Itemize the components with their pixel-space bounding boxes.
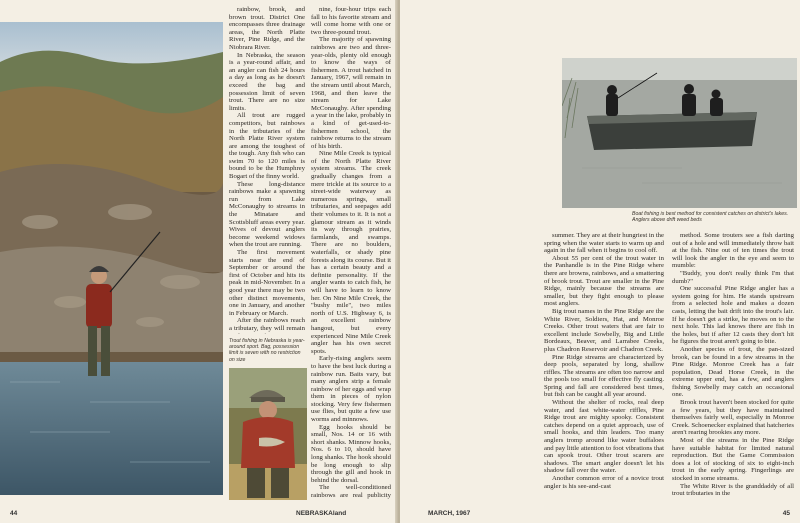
paragraph: Big trout names in the Pine Ridge are the White River, Soldiers, Hat, and Monroe Creeks. Other trout waters that are fair to excellent include Sowbelly, Big and Little Bordeaux, Beaver, and Larrabee Creeks, plus Chadron Reservoir and Chadron Creek. [544, 307, 664, 353]
paragraph: The majority of spawning rainbows are two and three-year-olds, plenty old enough to know the ways of fishermen. A trout hatched in January, 1967, will remain in the stream until about March, 1968, and then leave the stream for Lake McConaughy. After spending a year in the lake, probably in a kind of get-used-to-fishermen school, the rainbow returns to the stream of his birth. [311, 36, 391, 150]
paragraph: Another common error of a novice trout angler is his see-and-cast [544, 475, 664, 490]
paragraph: One successful Pine Ridge angler has a system going for him. He stands upstream from a selected hole and makes a dozen casts, letting the bait drift into the trout's lair. If he doesn't get a strike, he moves on to the next hole. This lad knows there are fish in the holes, but if after 12 casts they don't hit he figures the trout aren't going to bite. [672, 285, 794, 346]
paragraph: nine, four-hour trips each fall to his favorite stream and will come home with one or two three-pound trout. [311, 6, 391, 36]
paragraph: Without the shelter of rocks, real deep water, and fast white-water riffles, Pine Ridge trout are mighty spooky. Consistent catches depend on a quiet approach, use of small hooks, and thin leaders. Too many anglers tromp around like water buffaloes and pay little attention to foot vibrations that can spook trout. Other trout scarers are shadows. The smart angler doesn't let his shadow fall over the water. [544, 399, 664, 475]
stream-angler-illustration [0, 22, 223, 495]
paragraph: All trout are rugged competitors, but rainbows in the tributaries of the North Platte River system are among the toughest of the tough. Any fish who can swim 70 to 120 miles is bound to be the Humphrey Bogart of the finny world. [229, 112, 305, 181]
paragraph: In Nebraska, the season is a year-round affair, and an angler can fish 24 hours a day as long as he doesn't exceed the bag and possession limit of seven trout. There are no size limits. [229, 51, 305, 112]
issue-date: MARCH, 1967 [428, 510, 471, 517]
left-column-1 [229, 6, 305, 334]
photo-caption: Boat fishing is best method for consistent catches on district's lakes. Anglers above drift weed beds [632, 211, 789, 224]
paragraph: Nine Mile Creek is typical of the North Platte River system streams. The creek gradually changes from a mere trickle at its source to a street-wide waterway as numerous springs, small tributaries, and seepages add their volumes to it. It is not a glamour stream as it winds its way through prairies, farmlands, and swamps. There are no boulders, waterfalls, or shady pine forests along its course. But it has a certain beauty and a definite personality. If the angler wants to catch fish, he will have to learn to know her. On Nine Mile Creek, the "bushy mile", two miles north of U.S. Highway 6, is an excellent rainbow hangout, but every experienced Nine Mile Creek angler has his own secret spots. [311, 150, 391, 355]
boat-fishing-illustration [562, 58, 797, 208]
paragraph: Brook trout haven't been stocked for quite a few years, but they have maintained themselves fairly well, especially in Monroe Creek. Schoenecker explained that hatcheries aren't rearing brookies any more. [672, 399, 794, 437]
photo-caption: Trout fishing in Nebraska is year-around sport. Bag, possession limit is seven with no restriction on size [229, 338, 305, 363]
page-number: 44 [10, 510, 18, 517]
paragraph: Another species of trout, the pan-sized brook, can be found in a few streams in the Pine Ridge. Monroe Creek has a fair population, Dead Horse Creek, in the extreme upper end, has a few, and anglers fishing Sowbelly may catch an occasional one. [672, 345, 794, 399]
stream-angler-photo [0, 22, 223, 495]
paragraph: About 55 per cent of the trout water in the Panhandle is in the Pine Ridge where there are browns, rainbows, and a smattering of brook trout. Trout are smaller in the Pine Ridge, mainly because the streams are smaller, but they fight enough to please most anglers. [544, 254, 664, 308]
paragraph: method. Some trouters see a fish darting out of a hole and will immediately throw bait at the fish. Nine out of ten times the trout will look the angler in the eye and seem to mumble: [672, 232, 794, 270]
right-page [400, 0, 800, 523]
right-column-0 [406, 6, 556, 206]
paragraph: The White River is the granddaddy of all trout tributaries in the [672, 482, 794, 498]
right-column-2 [672, 232, 794, 502]
magazine-title: NEBRASKAland [296, 510, 347, 517]
paragraph: After the rainbows reach a tributary, they will remain [229, 317, 305, 332]
left-column-2 [311, 6, 391, 500]
paragraph: The well-conditioned rainbows are real publicity [311, 484, 391, 499]
right-column-1 [544, 232, 664, 502]
paragraph: Early-rising anglers seem to have the best luck during a rainbow run. Baits vary, but many anglers strip a female rainbow of her eggs and wrap them in pieces of nylon stocking. Very few fishermen use flies, but quite a few use worms and minnows. [311, 355, 391, 424]
paragraph: Most of the streams in the Pine Ridge have suitable habitat for limited natural reproduction. But the Game Commission does a lot of stocking of six to eight-inch trout in the early spring. Fingerlings are stocked in some streams. [672, 437, 794, 482]
angler-with-trout-photo [229, 368, 307, 500]
paragraph: Egg hooks should be small, Nos. 14 or 16 with short shanks. Minnow hooks, Nos. 6 to 10, should have long shanks. The hook should be long enough to slip through the gill and hook in behind the dorsal. [311, 423, 391, 484]
paragraph: Pine Ridge streams are characterized by deep pools, separated by long, shallow riffles. The streams are often too narrow and the pools too small for effective fly casting. Spring and fall are considered best times, but fish can be caught all year around. [544, 353, 664, 399]
page-number: 45 [782, 510, 790, 517]
paragraph: The first movement starts near the end of September or around the first of October and hits its peak in mid-November. In a good year there may be two other distinct movements, one in January, and another in February or March. [229, 249, 305, 317]
paragraph: These long-distance rainbows make a spawning run from Lake McConaughy to streams in the Minatare and Scottsbluff areas every year. Wives of devout anglers become weekend widows when the trout are running. [229, 180, 305, 249]
paragraph: rainbow, brook, and brown trout. District One encompasses three drainage areas, the North Platte River, Pine Ridge, and the Niobrara River. [229, 6, 305, 51]
paragraph: summer. They are at their hungriest in the spring when the water starts to warm up and again in the fall when it begins to cool off. [544, 232, 664, 255]
paragraph: "Buddy, you don't really think I'm that dumb?" [672, 269, 794, 285]
angler-with-trout-illustration [229, 368, 307, 500]
left-page [0, 0, 397, 523]
boat-fishing-photo [562, 58, 797, 208]
